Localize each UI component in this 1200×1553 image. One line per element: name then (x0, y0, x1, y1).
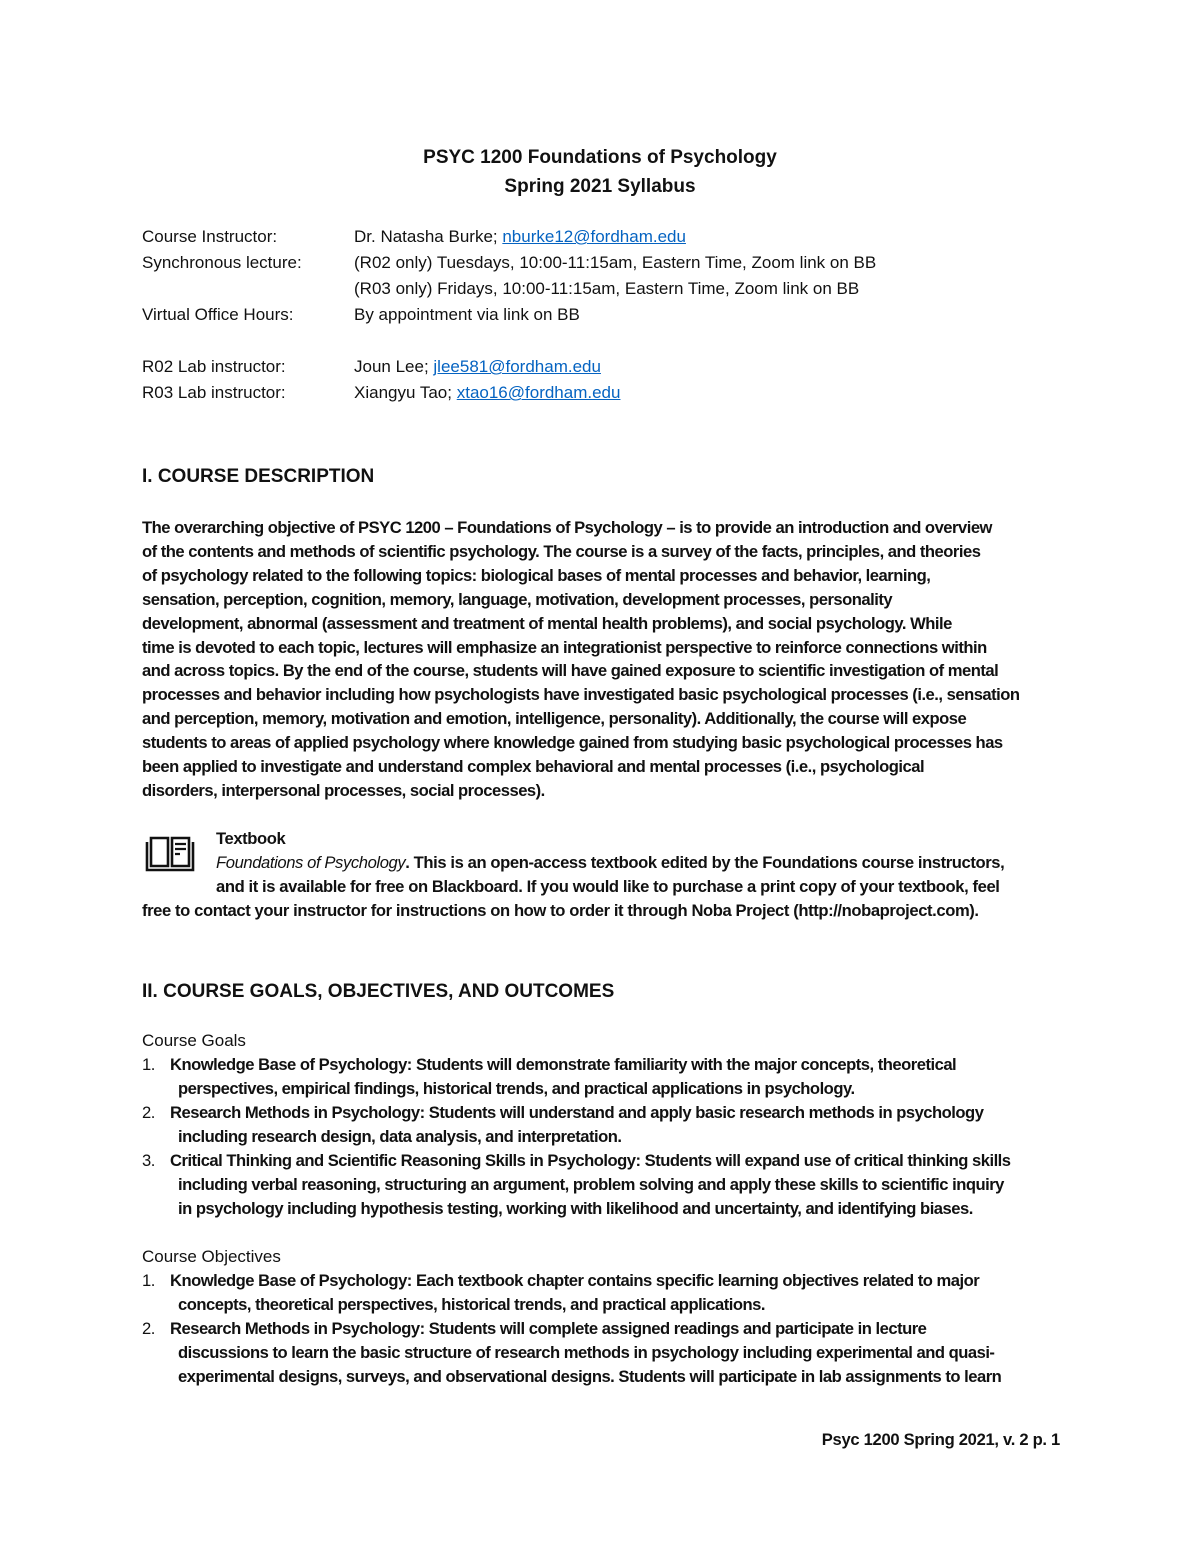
course-goals-list: 1. Knowledge Base of Psychology: Students will demonstrate familiarity with the major concepts, theoretical perspectives, empirical findings, historical trends, and practical applications in psychology. 2. Research Methods in Psychology: Students will understand and apply basic research methods in psychology including research design, data analysis, and interpretation. 3. Critical Thinking and Scientific Reasoning Skills in Psychology: Students will expand use of critical thinking skills including verbal reasoning, structuring an argument, problem solving and apply these skills to scientific inquiry in psychology including hypothesis testing, working with likelihood and uncertainty, and identifying biases. (142, 1053, 1062, 1221)
textbook-title: Foundations of Psychology (216, 852, 406, 872)
desc-line: of the contents and methods of scientific psychology. The course is a survey of the facts, principles, and theories (142, 541, 981, 561)
desc-line: development, abnormal (assessment and treatment of mental health problems), and social psychology. While (142, 613, 952, 633)
textbook-block (142, 827, 1062, 923)
instructor-email-link[interactable]: nburke12@fordham.edu (502, 227, 686, 246)
instructor-row (142, 224, 1042, 250)
r02-lab-row (142, 354, 1042, 380)
list-item: 1. Knowledge Base of Psychology: Each textbook chapter contains specific learning objectives related to major (142, 1271, 980, 1290)
desc-line: The overarching objective of PSYC 1200 – Foundations of Psychology – is to provide an introduction and overview (142, 518, 992, 537)
sync-lecture-label: Synchronous lecture: (142, 253, 302, 272)
document-title (0, 143, 1200, 201)
r03-lab-label: R03 Lab instructor: (142, 383, 286, 402)
sync-lecture-r03: (R03 only) Fridays, 10:00-11:15am, Eastern Time, Zoom link on BB (354, 279, 860, 298)
r02-lab-value (354, 354, 601, 380)
desc-line: time is devoted to each topic, lectures will emphasize an integrationist perspective to reinforce connections within (142, 637, 987, 657)
sync-lecture-r02: (R02 only) Tuesdays, 10:00-11:15am, Eastern Time, Zoom link on BB (354, 253, 877, 272)
office-hours-row (142, 302, 1042, 328)
r03-email-link[interactable]: xtao16@fordham.edu (456, 383, 621, 402)
course-description-heading: I. COURSE DESCRIPTION (142, 466, 375, 487)
list-item: 2. Research Methods in Psychology: Students will complete assigned readings and participate in lecture (142, 1319, 927, 1338)
course-info-block (142, 224, 1042, 406)
desc-line: been applied to investigate and understand complex behavioral and mental processes (i.e., psychological (142, 757, 925, 777)
instructor-label: Course Instructor: (142, 227, 278, 246)
desc-line: and across topics. By the end of the course, students will have gained exposure to scientific investigation of mental (142, 661, 999, 681)
course-description-body (142, 516, 1062, 803)
course-goals-subheading: Course Goals (142, 1031, 246, 1050)
desc-line: and perception, memory, motivation and emotion, intelligence, personality). Additionally, the course will expose (142, 709, 967, 729)
sync-lecture-row (142, 250, 1042, 276)
textbook-heading: Textbook (216, 829, 286, 848)
title-line-1: PSYC 1200 Foundations of Psychology (423, 147, 777, 168)
textbook-line-2: and it is available for free on Blackboard. If you would like to purchase a print copy of your textbook, feel (216, 876, 1000, 896)
title-line-2: Spring 2021 Syllabus (504, 176, 696, 197)
desc-line: of psychology related to the following topics: biological bases of mental processes and behavior, learning, (142, 565, 931, 585)
list-item: 2. Research Methods in Psychology: Students will understand and apply basic research methods in psychology (142, 1103, 984, 1122)
r02-lab-name: Joun Lee; (354, 357, 434, 376)
r02-email-link[interactable]: jlee581@fordham.edu (433, 357, 601, 376)
list-item: 1. Knowledge Base of Psychology: Students will demonstrate familiarity with the major concepts, theoretical (142, 1055, 957, 1074)
r03-lab-row (142, 380, 1042, 406)
office-hours-label: Virtual Office Hours: (142, 305, 294, 324)
textbook-line-1: Foundations of Psychology. This is an open-access textbook edited by the Foundations course instructors, (216, 852, 1005, 872)
textbook-line-3: free to contact your instructor for instructions on how to order it through Noba Project (http://nobaproject.com). (142, 900, 979, 920)
r02-lab-label: R02 Lab instructor: (142, 357, 286, 376)
desc-line: processes and behavior including how psychologists have investigated basic psychological processes (i.e., sensation (142, 685, 1020, 705)
page-footer: Psyc 1200 Spring 2021, v. 2 p. 1 (821, 1430, 1060, 1449)
instructor-name: Dr. Natasha Burke; (354, 227, 503, 246)
r03-lab-value (354, 380, 620, 406)
list-item: 3. Critical Thinking and Scientific Reasoning Skills in Psychology: Students will expand use of critical thinking skills (142, 1151, 1011, 1170)
instructor-value (354, 224, 686, 250)
desc-line: disorders, interpersonal processes, social processes). (142, 780, 545, 800)
office-hours-value: By appointment via link on BB (354, 305, 580, 324)
desc-line: students to areas of applied psychology where knowledge gained from studying basic psychological processes has (142, 733, 1003, 753)
r03-lab-name: Xiangyu Tao; (354, 383, 457, 402)
course-goals-heading: II. COURSE GOALS, OBJECTIVES, AND OUTCOMES (142, 981, 615, 1002)
sync-lecture-row-2 (142, 276, 1042, 302)
course-objectives-subheading: Course Objectives (142, 1247, 281, 1266)
course-objectives-list: 1. Knowledge Base of Psychology: Each textbook chapter contains specific learning objectives related to major concepts, theoretical perspectives, historical trends, and practical applications. 2. Research Methods in Psychology: Students will complete assigned readings and participate in lecture discussions to learn the basic structure of research methods in psychology including experimental and quasi- experimental designs, surveys, and observational designs. Students will participate in lab assignments to learn (142, 1269, 1062, 1389)
desc-line: sensation, perception, cognition, memory, language, motivation, development processes, personality (142, 589, 893, 609)
